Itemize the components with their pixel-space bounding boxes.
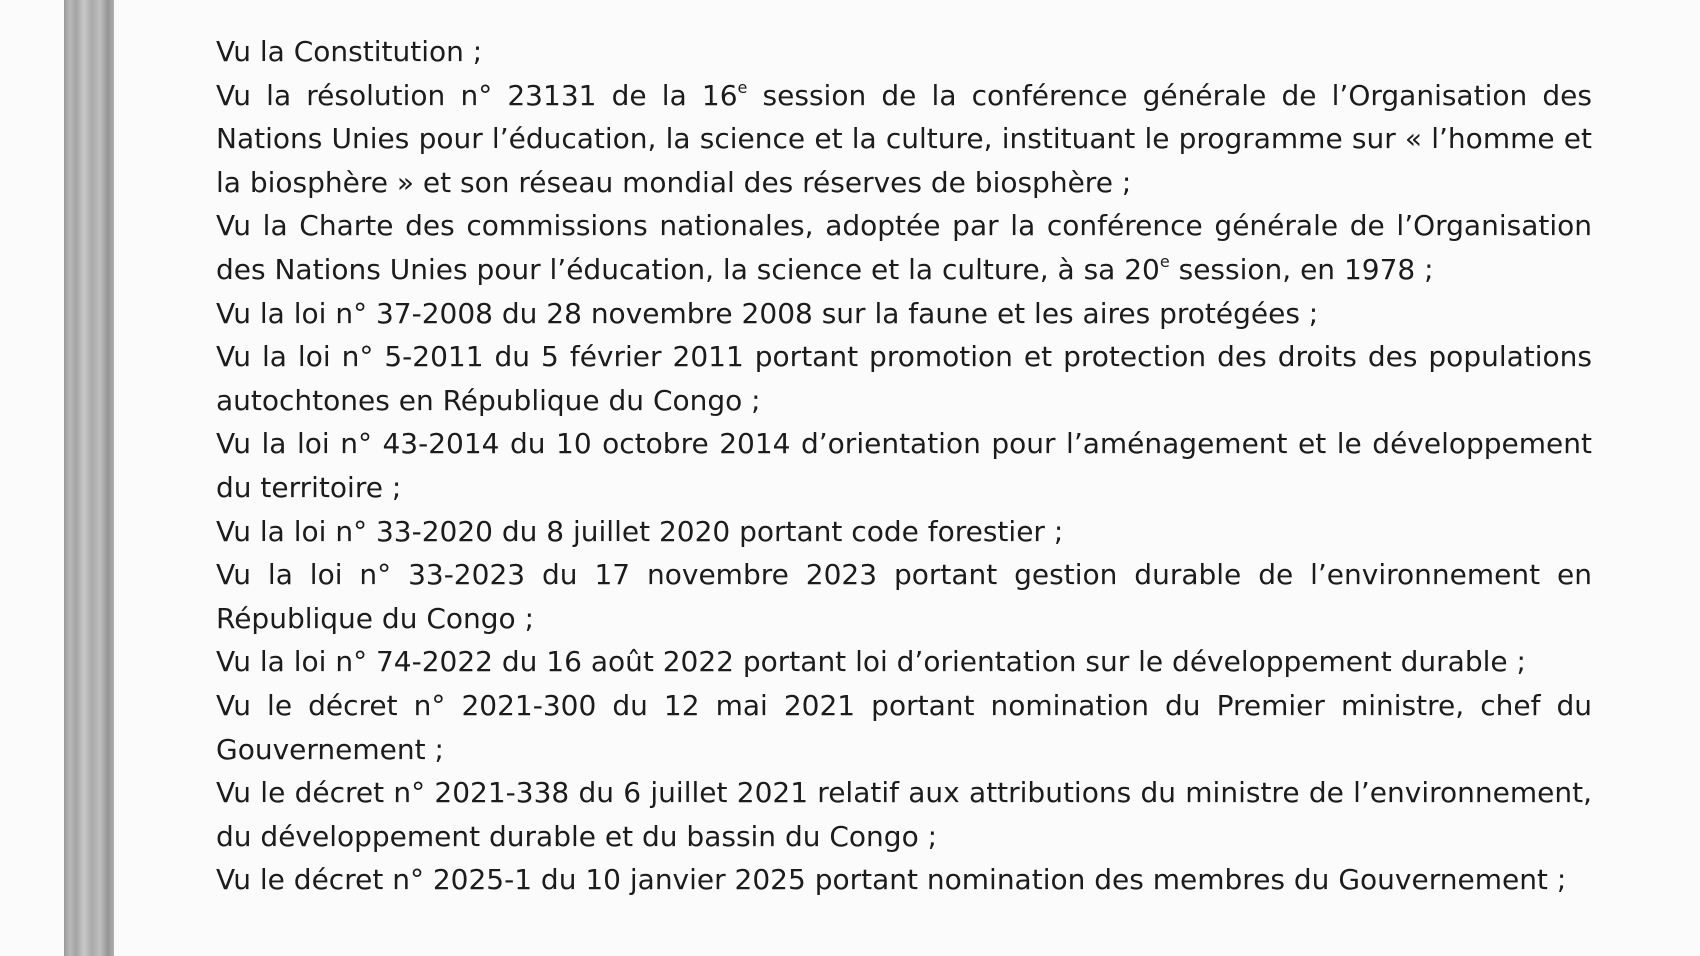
scan-margin-bar: [64, 0, 114, 956]
visa-law-37-2008: Vu la loi n° 37-2008 du 28 novembre 2008 sur la faune et les aires protégées ;: [216, 296, 1319, 330]
visa-decree-2021-300: Vu le décret n° 2021-300 du 12 mai 2021 portant nomination du Premier ministre, chef du Gouvernement ;: [216, 688, 1592, 766]
ordinal-superscript: e: [1159, 251, 1170, 271]
visa-law-5-2011: Vu la loi n° 5-2011 du 5 février 2011 portant promotion et protection des droits des populations autochtones en République du Congo ;: [216, 340, 1592, 417]
visa-text-part: session de la conférence générale de l’Organisation des Nations Unies pour l’éducation, la science et la culture, instituant le programme sur « l’homme et la biosphère » et son réseau mondial des réserves de biosphère ;: [216, 78, 1592, 199]
visa-constitution: Vu la Constitution ;: [216, 35, 483, 68]
visa-law-43-2014: Vu la loi n° 43-2014 du 10 octobre 2014 d’orientation pour l’aménagement et le développement du territoire ;: [216, 427, 1592, 504]
visa-law-33-2023: Vu la loi n° 33-2023 du 17 novembre 2023 portant gestion durable de l’environnement en République du Congo ;: [216, 558, 1592, 635]
visa-national-commissions-charter: [216, 204, 1592, 291]
visa-law-33-2020: Vu la loi n° 33-2020 du 8 juillet 2020 portant code forestier ;: [216, 514, 1064, 548]
visa-text-part: session, en 1978 ;: [1169, 252, 1434, 286]
visa-unesco-resolution: [216, 74, 1592, 205]
visa-decree-2025-1: Vu le décret n° 2025-1 du 10 janvier 2025 portant nomination des membres du Gouvernement ;: [216, 863, 1567, 897]
visa-text-part: Vu la résolution n° 23131 de la 16: [216, 78, 738, 112]
visa-law-74-2022: Vu la loi n° 74-2022 du 16 août 2022 portant loi d’orientation sur le développement durable ;: [216, 645, 1526, 679]
legal-visas-block: [216, 30, 1592, 902]
ordinal-superscript: e: [737, 77, 748, 97]
visa-decree-2021-338: Vu le décret n° 2021-338 du 6 juillet 2021 relatif aux attributions du ministre de l’environnement, du développement durable et du bassin du Congo ;: [216, 776, 1592, 853]
visa-text-part: Vu la Charte des commissions nationales, adoptée par la conférence générale de l’Organisation des Nations Unies pour l’éducation, la science et la culture, à sa 20: [216, 209, 1592, 286]
